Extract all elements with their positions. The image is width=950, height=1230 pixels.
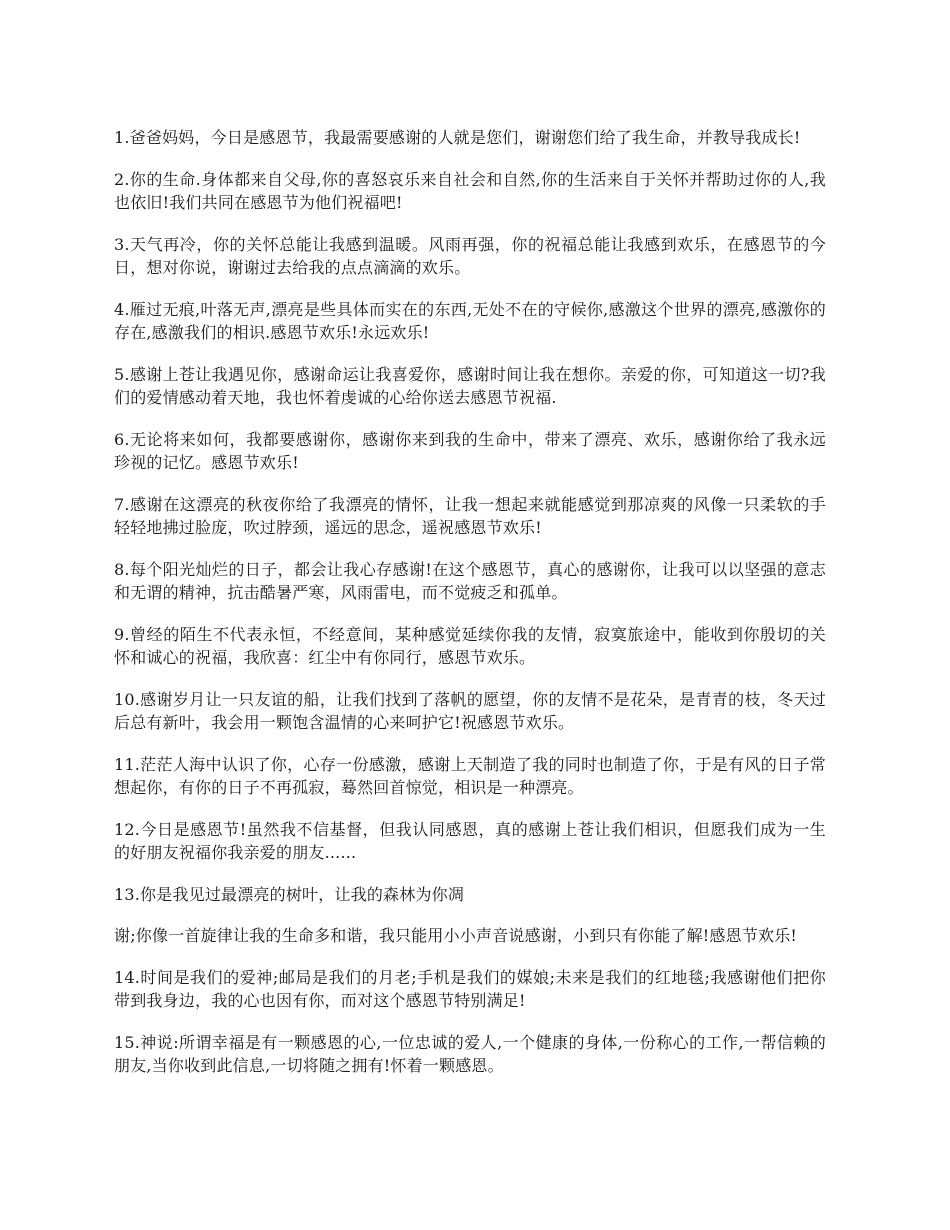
paragraph-15: 15.神说:所谓幸福是有一颗感恩的心,一位忠诚的爱人,一个健康的身体,一份称心的工作,一帮信赖的朋友,当你收到此信息,一切将随之拥有!怀着一颗感恩。	[114, 1032, 826, 1075]
paragraph-5: 5.感谢上苍让我遇见你，感谢命运让我喜爱你，感谢时间让我在想你。亲爱的你，可知道这一切?我们的爱情感动着天地，我也怀着虔诚的心给你送去感恩节祝福.	[114, 364, 826, 407]
paragraph-2: 2.你的生命.身体都来自父母,你的喜怒哀乐来自社会和自然,你的生活来自于关怀并帮助过你的人,我也依旧!我们共同在感恩节为他们祝福吧!	[114, 169, 826, 212]
paragraph-3: 3.天气再冷，你的关怀总能让我感到温暖。风雨再强，你的祝福总能让我感到欢乐，在感恩节的今日，想对你说，谢谢过去给我的点点滴滴的欢乐。	[114, 234, 826, 277]
paragraph-1: 1.爸爸妈妈，今日是感恩节，我最需要感谢的人就是您们，谢谢您们给了我生命，并教导我成长!	[114, 128, 801, 147]
paragraph-6: 6.无论将来如何，我都要感谢你，感谢你来到我的生命中，带来了漂亮、欢乐，感谢你给了我永远珍视的记忆。感恩节欢乐!	[114, 429, 826, 472]
paragraph-8: 8.每个阳光灿烂的日子，都会让我心存感谢!在这个感恩节，真心的感谢你，让我可以以坚强的意志和无谓的精神，抗击酷暑严寒，风雨雷电，而不觉疲乏和孤单。	[114, 559, 826, 602]
paragraph-11: 11.茫茫人海中认识了你，心存一份感激，感谢上天制造了我的同时也制造了你，于是有风的日子常想起你，有你的日子不再孤寂，蓦然回首惊觉，相识是一种漂亮。	[114, 754, 826, 797]
paragraph-14: 14.时间是我们的爱神;邮局是我们的月老;手机是我们的媒娘;未来是我们的红地毯;我感谢他们把你带到我身边，我的心也因有你，而对这个感恩节特别满足!	[114, 967, 826, 1010]
paragraph-9: 9.曾经的陌生不代表永恒，不经意间，某种感觉延续你我的友情，寂寞旅途中，能收到你殷切的关怀和诚心的祝福，我欣喜：红尘中有你同行，感恩节欢乐。	[114, 624, 826, 667]
paragraph-13-continued: 谢;你像一首旋律让我的生命多和谐，我只能用小小声音说感谢，小到只有你能了解!感恩节欢乐!	[114, 926, 798, 945]
paragraph-10: 10.感谢岁月让一只友谊的船，让我们找到了落帆的愿望，你的友情不是花朵，是青青的枝，冬天过后总有新叶，我会用一颗饱含温情的心来呵护它!祝感恩节欢乐。	[114, 689, 826, 732]
paragraph-7: 7.感谢在这漂亮的秋夜你给了我漂亮的情怀，让我一想起来就能感觉到那凉爽的风像一只柔软的手轻轻地拂过脸庞，吹过脖颈，遥远的思念，遥祝感恩节欢乐!	[114, 494, 826, 537]
paragraph-4: 4.雁过无痕,叶落无声,漂亮是些具体而实在的东西,无处不在的守候你,感激这个世界的漂亮,感激你的存在,感激我们的相识.感恩节欢乐!永远欢乐!	[114, 299, 826, 342]
paragraph-12: 12.今日是感恩节!虽然我不信基督，但我认同感恩，真的感谢上苍让我们相识，但愿我们成为一生的好朋友祝福你我亲爱的朋友......	[114, 819, 826, 862]
document-page	[114, 126, 826, 1096]
paragraph-13: 13.你是我见过最漂亮的树叶，让我的森林为你凋	[114, 884, 465, 904]
